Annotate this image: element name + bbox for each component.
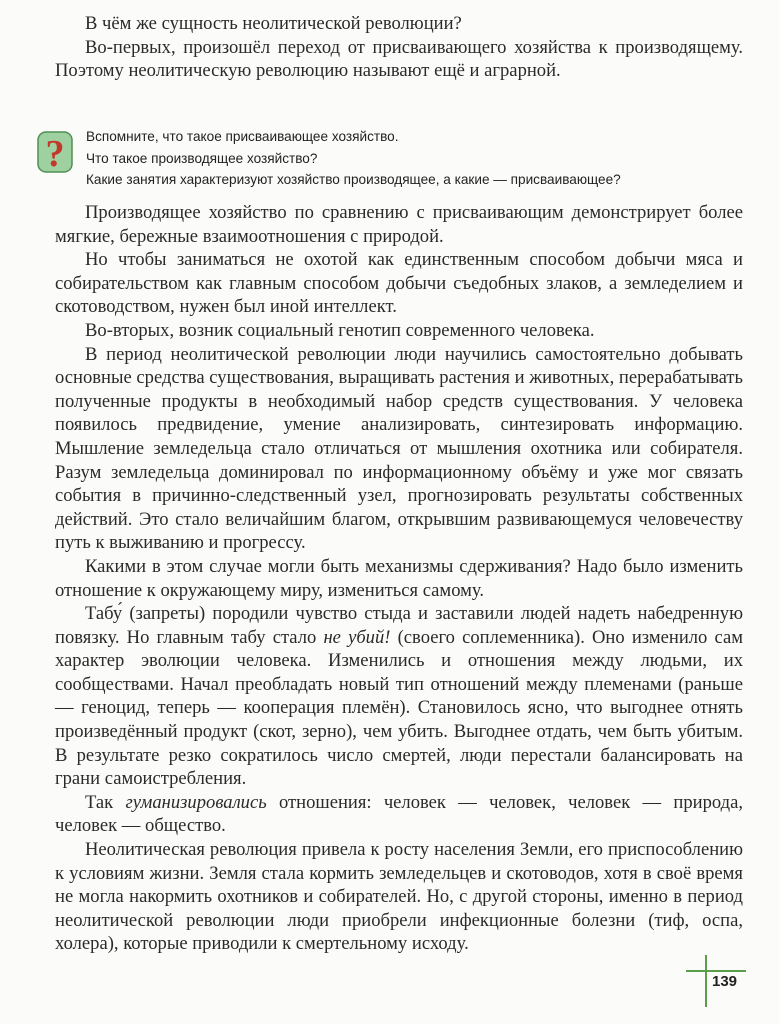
intro-text (55, 12, 743, 83)
svg-text:?: ? (45, 133, 65, 174)
text: (своего соплеменника). Оно изменило сам характер эволюции человека. Изменились и отношения между людьми, их сообществами. Начал преобладать новый тип отношений между племенами (раньше — геноцид, теперь — кооперация племён). Становилось ясно, что выгоднее отнять произведённый продукт (скот, зерно), чем убить. Выгоднее отдать, чем быть убитым. В результате резко сократилось число смертей, люди перестали балансировать на грани самоистребления. (55, 626, 743, 790)
page-marker-vertical (705, 955, 707, 1007)
paragraph: Какими в этом случае могли быть механизмы сдерживания? Надо было изменить отношение к окружающему миру, измениться самому. (55, 555, 743, 601)
question: Что такое производящее хозяйство? (86, 150, 318, 166)
text: Табу́ (запреты) породили чувство стыда и заставили людей надеть набедренную повязку. Но главным табу стало (55, 603, 743, 648)
page-number: 139 (712, 973, 738, 990)
text: Так (85, 791, 126, 813)
review-questions (86, 126, 621, 191)
paragraph: Неолитическая революция привела к росту населения Земли, его приспособлению к условиям жизни. Земля стала кормить земледельцев и скотоводов, хотя в своё время не могла накормить охотников и собирателей. Но, с другой стороны, именно в период неолитической революции люди приобрели инфекционные болезни (тиф, оспа, холера), которые приводили к смертельному исходу. (55, 839, 743, 955)
page-marker-horizontal (686, 970, 746, 972)
paragraph: Во-первых, произошёл переход от присваивающего хозяйства к производящему. Поэтому неолитическую революцию называют ещё и аграрной. (55, 36, 743, 82)
paragraph: Но чтобы заниматься не охотой как единственным способом добычи мяса и собирательством как главным способом добычи съедобных злаков, а земледелием и скотоводством, нужен был иной интеллект. (55, 249, 743, 318)
text: отношения: человек — человек, человек — природа, человек — общество. (55, 791, 743, 837)
question-mark-icon (36, 128, 74, 174)
paragraph (55, 602, 743, 791)
section-question: В чём же сущность неолитической революции? (85, 13, 462, 34)
emphasis: не убий! (323, 626, 391, 648)
question: Вспомните, что такое присваивающее хозяйство. (86, 129, 399, 144)
paragraph (55, 791, 743, 838)
emphasis: гуманизировались (125, 791, 267, 813)
question: Какие занятия характеризуют хозяйство производящее, а какие — присваивающее? (86, 172, 621, 187)
main-text (55, 201, 743, 956)
paragraph: Во-вторых, возник социальный генотип современного человека. (85, 319, 595, 341)
paragraph: Производящее хозяйство по сравнению с присваивающим демонстрирует более мягкие, бережные взаимоотношения с природой. (55, 202, 743, 247)
paragraph: В период неолитической революции люди научились самостоятельно добывать основные средства существования, выращивать растения и животных, перерабатывать полученные продукты в необходимый набор средств существования. У человека появилось предвидение, умение анализировать, синтезировать информацию. Мышление земледельца стало отличаться от мышления охотника или собирателя. Разум земледельца доминировал по информационному объёму и уже мог связать события в причинно-следственный узел, прогнозировать результаты собственных действий. Это стало величайшим благом, открывшим развивающемуся человечеству путь к выживанию и прогрессу. (55, 343, 743, 554)
